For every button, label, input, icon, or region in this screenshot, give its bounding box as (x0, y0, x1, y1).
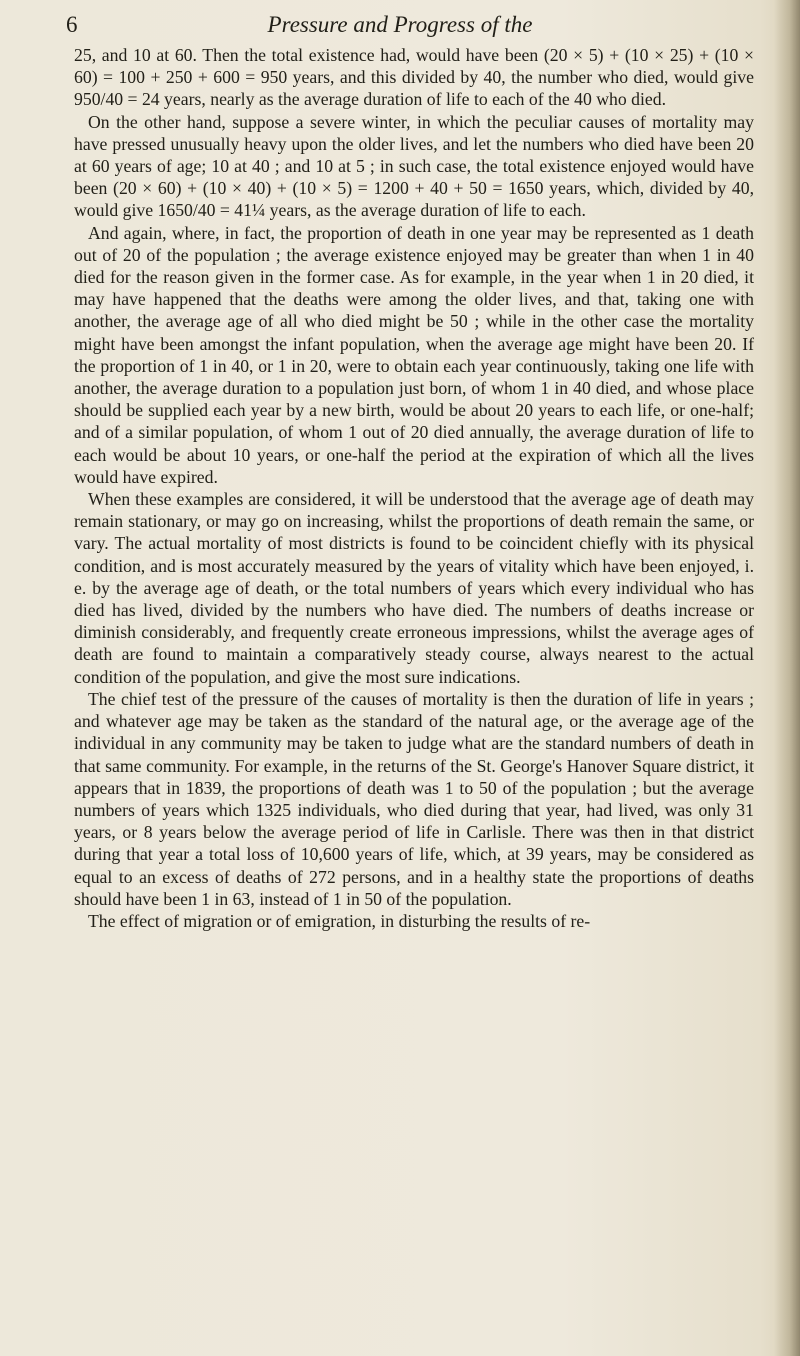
paragraph-3: And again, where, in fact, the proportion of death in one year may be represented as 1 death out of 20 of the population ; the average existence enjoyed may be greater than when 1 in 40 died for the reason given in the former case. As for example, in the year when 1 in 20 died, it may have happened that the deaths were among the older lives, and that, taking one with another, the average age of all who died might be 50 ; while in the other case the mortality might have been amongst the infant population, when the average age might have been 20. If the proportion of 1 in 40, or 1 in 20, were to obtain each year continuously, taking one life with another, the average duration to a population just born, of whom 1 in 40 died, and whose place should be supplied each year by a new birth, would be about 20 years to each life, or one-half; and of a similar population, of whom 1 out of 20 died annually, the average duration of life to each would be about 10 years, or one-half the period at the expiration of which all the lives would have expired. (74, 222, 754, 487)
page-number: 6 (66, 12, 78, 37)
page-gutter-shadow (774, 0, 800, 1356)
body-text (74, 44, 754, 932)
running-title: Pressure and Progress of the (267, 12, 533, 37)
paragraph-4: When these examples are considered, it will be understood that the average age of death may remain stationary, or may go on increasing, whilst the proportions of death remain the same, or vary. The actual mortality of most districts is found to be coincident chiefly with its physical condition, and is most accurately measured by the years of vitality which have been enjoyed, i. e. by the average age of death, or the total numbers of years which every individual who has died has lived, divided by the numbers who have died. The numbers of deaths increase or diminish considerably, and frequently create erroneous impressions, whilst the average ages of death are found to maintain a comparatively steady course, always nearest to the actual condition of the population, and give the most sure indications. (74, 489, 754, 687)
paragraph-6: The effect of migration or of emigration, in disturbing the results of re- (88, 910, 591, 931)
paragraph-2: On the other hand, suppose a severe winter, in which the peculiar causes of mortality may have pressed unusually heavy upon the older lives, and let the numbers who died have been 20 at 60 years of age; 10 at 40 ; and 10 at 5 ; in such case, the total existence enjoyed would have been (20 × 60) + (10 × 40) + (10 × 5) = 1200 + 40 + 50 = 1650 years, which, divided by 40, would give 1650/40 = 41¼ years, as the average duration of life to each. (74, 111, 754, 221)
paragraph-5: The chief test of the pressure of the causes of mortality is then the duration of life in years ; and whatever age may be taken as the standard of the natural age, or the average age of the individual in any community may be taken to judge what are the standard numbers of death in that same community. For example, in the returns of the St. George's Hanover Square district, it appears that in 1839, the proportions of death was 1 to 50 of the population ; but the average numbers of years which 1325 individuals, who died during that year, had lived, was only 31 years, or 8 years below the average period of life in Carlisle. There was then in that district during that year a total loss of 10,600 years of life, which, at 39 years, may be considered as equal to an excess of deaths of 272 persons, and in a healthy state the proportions of deaths should have been 1 in 63, instead of 1 in 50 of the population. (74, 688, 754, 909)
page-header (0, 6, 760, 42)
paragraph-1: 25, and 10 at 60. Then the total existence had, would have been (20 × 5) + (10 × 25) + (10 × 60) = 100 + 250 + 600 = 950 years, and this divided by 40, the number who died, would give 950/40 = 24 years, nearly as the average duration of life to each of the 40 who died. (74, 45, 754, 110)
